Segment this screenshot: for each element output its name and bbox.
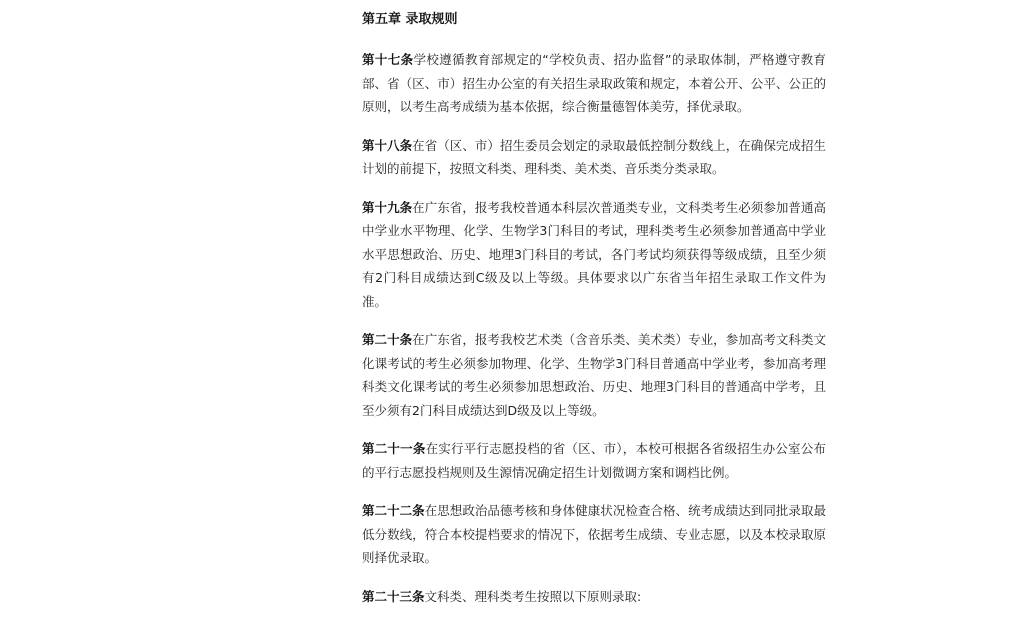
article-19	[362, 196, 826, 314]
article-number: 第十七条	[362, 52, 414, 67]
document-body	[362, 10, 826, 623]
article-18	[362, 134, 826, 181]
article-text: 在思想政治品德考核和身体健康状况检查合格、统考成绩达到同批录取最低分数线，符合本校提档要求的情况下，依据考生成绩、专业志愿，以及本校录取原则择优录取。	[362, 503, 826, 565]
article-number: 第十九条	[362, 199, 413, 215]
article-text: 文科类、理科类考生按照以下原则录取:	[424, 588, 642, 604]
article-number: 第十八条	[362, 137, 413, 153]
chapter-title: 第五章 录取规则	[362, 12, 458, 27]
article-text: 在广东省，报考我校艺术类（含音乐类、美术类）专业，参加高考文科类文化课考试的考生必须参加物理、化学、生物学3门科目普通高中学业考，参加高考理科类文化课考试的考生必须参加思想政治、历史、地理3门科目的普通高中学考，且至少须有2门科目成绩达到D级及以上等级。	[362, 332, 826, 418]
article-text: 在省（区、市）招生委员会划定的录取最低控制分数线上，在确保完成招生计划的前提下，按照文科类、理科类、美术类、音乐类分类录取。	[362, 137, 826, 176]
article-number: 第二十三条	[362, 588, 425, 604]
article-number: 第二十条	[362, 332, 413, 347]
article-20	[362, 328, 826, 422]
article-22	[362, 499, 826, 570]
article-21	[362, 437, 826, 484]
article-text: 在实行平行志愿投档的省（区、市），本校可根据各省级招生办公室公布的平行志愿投档规则及生源情况确定招生计划微调方案和调档比例。	[362, 441, 826, 480]
article-23	[362, 585, 826, 609]
article-number: 第二十二条	[362, 503, 425, 518]
article-text: 在广东省，报考我校普通本科层次普通类专业，文科类考生必须参加普通高中学业水平物理、化学、生物学3门科目的考试，理科类考生必须参加普通高中学业水平思想政治、历史、地理3门科目的考试，各门考试均须获得等级成绩，且至少须有2门科目成绩达到C级及以上等级。具体要求以广东省当年招生录取工作文件为准。	[362, 199, 826, 309]
article-text: 学校遵循教育部规定的“学校负责、招办监督”的录取体制，严格遵守教育部、省（区、市）招生办公室的有关招生录取政策和规定，本着公开、公平、公正的原则，以考生高考成绩为基本依据，综合衡量德智体美劳，择优录取。	[362, 52, 826, 114]
article-number: 第二十一条	[362, 441, 426, 456]
article-17	[362, 48, 826, 119]
